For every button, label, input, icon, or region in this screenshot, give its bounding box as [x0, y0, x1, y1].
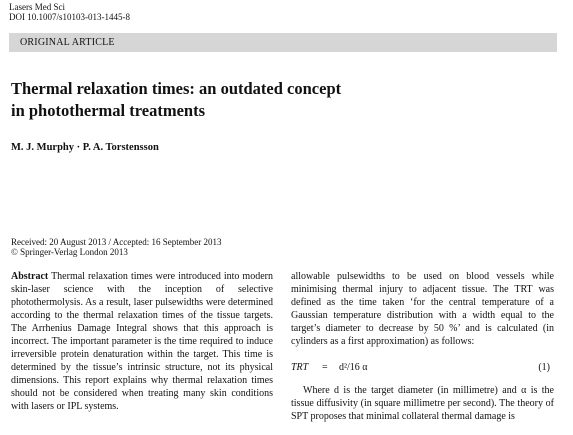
copyright: © Springer-Verlag London 2013: [11, 247, 128, 257]
authors: M. J. Murphy · P. A. Torstensson: [11, 142, 159, 153]
abstract-text: Thermal relaxation times were introduced into modern skin-laser science with the inception of selective photothermolysis. As a result, laser pulsewidths were determined according to the thermal relaxation times of the tissue targets. The Arrhenius Damage Integral shows that this approach is incorrect. The important parameter is the time required to induce irreversible protein denaturation within the target. This time is determined by the tissue’s intrinsic structure, not its physical dimensions. This report explains why thermal relaxation times should not be considered when treating many skin conditions with lasers or IPL systems.: [11, 271, 273, 412]
article-title-line-2: in photothermal treatments: [11, 101, 206, 120]
equation-lhs: TRT: [291, 362, 309, 373]
abstract-label: Abstract: [11, 271, 49, 282]
equation-1: [291, 354, 554, 384]
abstract: [11, 270, 273, 413]
equation-number: (1): [538, 362, 550, 373]
received-accepted: Received: 20 August 2013 / Accepted: 16 September 2013: [11, 237, 222, 247]
article-title: [11, 78, 431, 122]
journal-name: Lasers Med Sci: [9, 2, 65, 12]
abstract-column: [11, 270, 273, 413]
article-type-banner: [9, 33, 557, 52]
body-column: [291, 270, 554, 423]
journal-header: [9, 2, 130, 22]
article-title-line-1: Thermal relaxation times: an outdated concept: [11, 79, 342, 98]
article-type-label: ORIGINAL ARTICLE: [20, 37, 115, 48]
body-paragraph-1: allowable pulsewidths to be used on blood vessels while minimising thermal injury to adjacent tissue. The TRT was defined as the time taken ‘for the central temperature of a Gaussian temperature distribution with a width equal to the target’s diameter to decrease by 50 %’ and is calculated (in cylinders as a first approximation) as follows:: [291, 271, 554, 347]
doi: DOI 10.1007/s10103-013-1445-8: [9, 12, 130, 22]
body-paragraph-2: Where d is the target diameter (in millimetre) and α is the tissue diffusivity (in square millimetre per second). The theory of SPT proposes that minimal collateral thermal damage is: [291, 385, 554, 422]
equation-equals: =: [322, 362, 328, 373]
equation-rhs: d²/16 α: [339, 362, 368, 373]
article-dates: [11, 237, 221, 257]
